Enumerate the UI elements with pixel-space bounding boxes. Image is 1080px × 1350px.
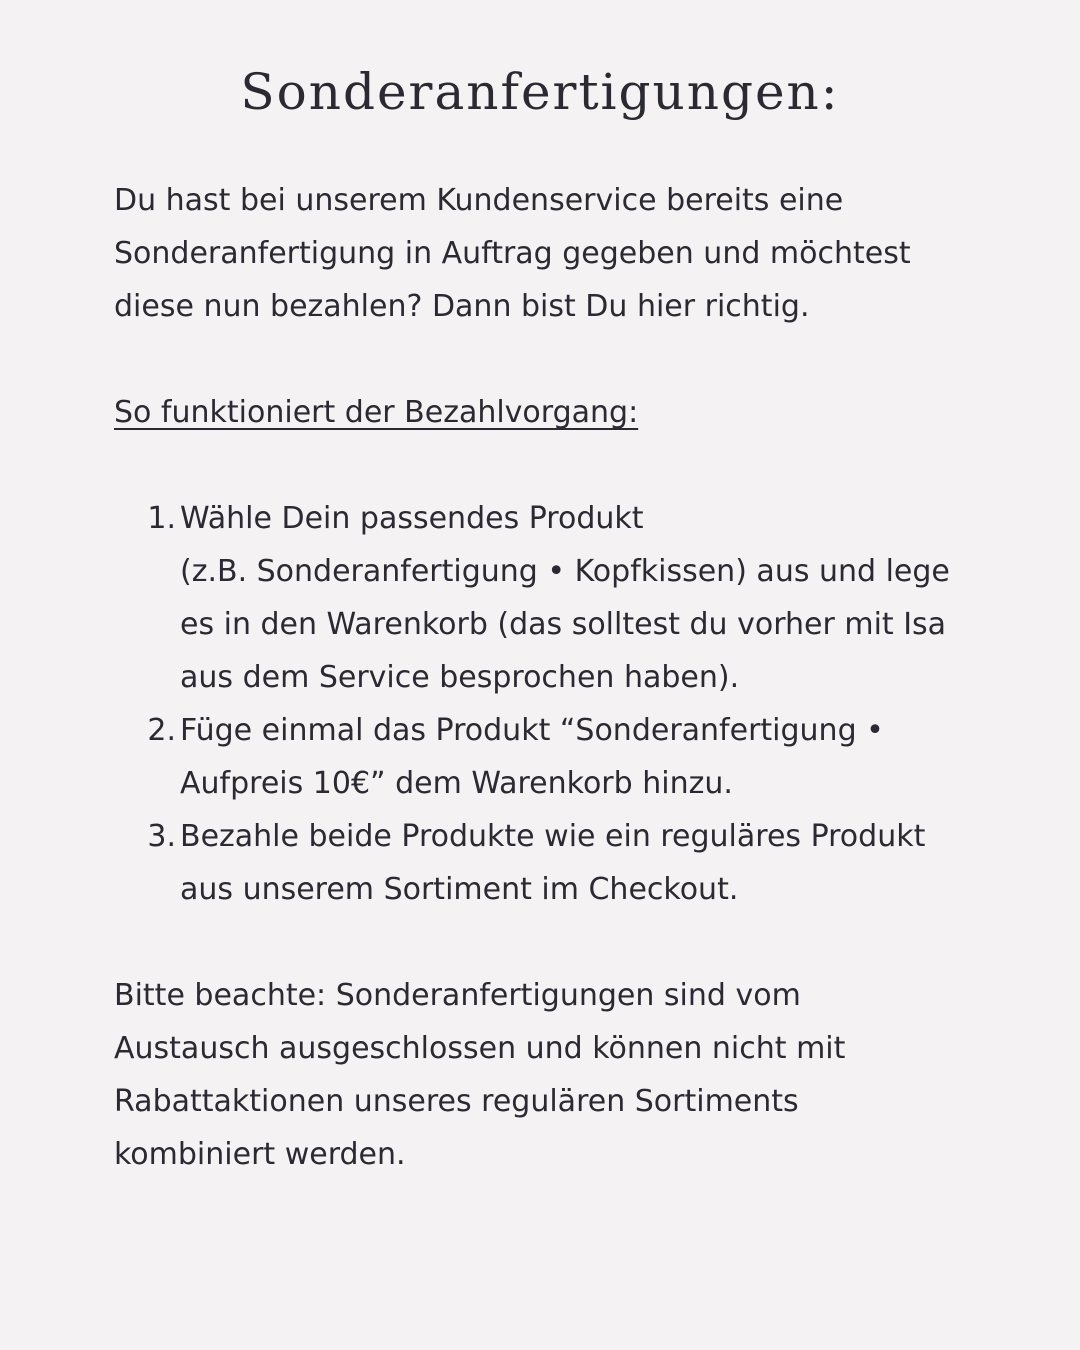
payment-steps-list bbox=[114, 492, 954, 916]
step-text: Bezahle beide Produkte wie ein reguläres Produkt aus unserem Sortiment im Checkout. bbox=[180, 819, 926, 907]
step-number: 2. bbox=[147, 713, 176, 748]
step-number: 3. bbox=[147, 819, 176, 854]
step-item bbox=[114, 810, 954, 916]
notice-paragraph: Bitte beachte: Sonderanfertigungen sind vom Austausch ausgeschlossen und können nicht mit Rabattaktionen unseres regulären Sortiments kombiniert werden. bbox=[114, 978, 846, 1172]
step-number: 1. bbox=[147, 501, 176, 536]
step-text: Füge einmal das Produkt “Sonderanfertigung • Aufpreis 10€” dem Warenkorb hinzu. bbox=[180, 713, 884, 801]
page-title: Sonderanfertigungen: bbox=[240, 63, 840, 121]
step-text-continuation: (z.B. Sonderanfertigung • Kopfkissen) aus und lege es in den Warenkorb (das solltest du vorher mit Isa aus dem Service besprochen haben). bbox=[180, 554, 950, 695]
step-text-first-line: Wähle Dein passendes Produkt bbox=[180, 501, 644, 536]
content bbox=[114, 174, 954, 1181]
payment-process-heading: So funktioniert der Bezahlvorgang: bbox=[114, 395, 639, 430]
step-item bbox=[114, 492, 954, 704]
step-item bbox=[114, 704, 954, 810]
intro-paragraph: Du hast bei unserem Kundenservice bereits eine Sonderanfertigung in Auftrag gegeben und möchtest diese nun bezahlen? Dann bist Du hier richtig. bbox=[114, 183, 911, 324]
